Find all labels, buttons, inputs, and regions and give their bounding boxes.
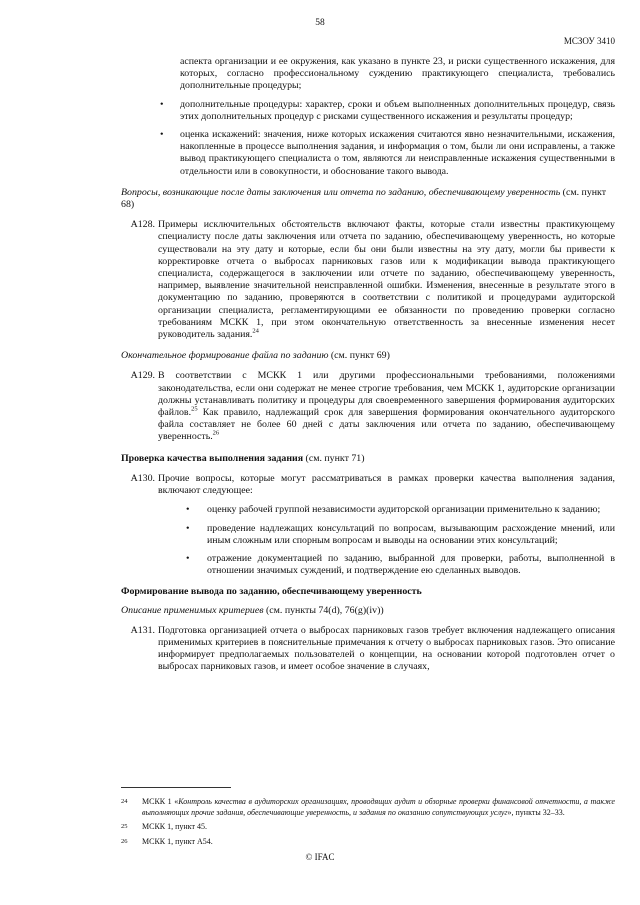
- footnote-text: МСКК 1, пункт A54.: [142, 836, 213, 846]
- section-heading: [121, 350, 615, 362]
- section-heading-ref: (см. пункт 68): [121, 186, 607, 211]
- section-heading-ref: (см. пункт 71): [305, 452, 365, 464]
- paragraph-label: A128.: [130, 219, 155, 231]
- footnote: [121, 822, 615, 833]
- paragraph-text: Прочие вопросы, которые могут рассматриваться в рамках проверки качества выполнения задания, включают следующее:: [158, 472, 615, 497]
- subsection-heading: [121, 605, 615, 617]
- footnote-text: МСКК 1 «: [142, 797, 179, 806]
- section-heading-title: Проверка качества выполнения задания: [121, 452, 304, 464]
- page-number: 58: [315, 18, 325, 28]
- bullet-text: дополнительные процедуры: характер, сроки и объем выполненных дополнительных процедур, связь этих дополнительных процедур с рисками существенного искажения и результаты процедур;: [180, 98, 615, 122]
- bullet-icon: •: [186, 552, 190, 564]
- paragraph-label: A129.: [130, 370, 155, 382]
- bullet-text: отражение документацией по заданию, выбранной для проверки, работы, выполненной в отношении значимых суждений, и подтверждение ею сделанных выводов.: [207, 552, 615, 577]
- paragraph-a129: [121, 370, 615, 443]
- paragraph-text: Как правило, надлежащий срок для завершения формирования окончательного аудиторского файла составляет не более 60 дней с даты заключения или отчета по заданию, обеспечивающему уверенность.: [158, 407, 615, 443]
- bullet-icon: •: [160, 98, 164, 110]
- subsection-heading-ref: (см. пункты 74(d), 76(g)(iv)): [265, 604, 384, 616]
- paragraph-label: A131.: [130, 624, 155, 636]
- footnote: [121, 797, 615, 818]
- section-heading: [121, 187, 615, 211]
- footnote-number: 24: [121, 798, 128, 805]
- bullet-item: [186, 504, 615, 516]
- bullet-icon: •: [186, 522, 190, 534]
- section-heading: [121, 453, 615, 465]
- footnote-text: », пункты 32–33.: [507, 807, 565, 817]
- footnotes: [121, 797, 615, 851]
- bullet-text: оценка искажений: значения, ниже которых искажения считаются явно незначительными, искажения, накопленные в процессе выполнения задания, и информация о том, были ли они исправлены, а также вывод практикующего специалиста о том, являются ли неисправленные искажения существенными в отдельности или в совокупности, и обоснование такого вывода.: [180, 129, 615, 177]
- paragraph-a131: [121, 625, 615, 674]
- main-content: [121, 56, 615, 681]
- subsection-heading-title: Описание применимых критериев: [121, 604, 264, 616]
- paragraph-text: В соответствии с МСКК 1 или другими профессиональными требованиями, положениями законодательства, если они содержат не менее строгие требования, чем МСКК 1, аудиторские организации должны устанавливать политику и процедуры для своевременного завершения формирования аудиторских файлов.: [158, 370, 615, 419]
- footnote-number: 25: [121, 823, 128, 830]
- footnote-number: 26: [121, 837, 128, 845]
- copyright-footer: © IFAC: [305, 852, 335, 862]
- bullet-item: [160, 98, 615, 123]
- bullet-icon: •: [160, 129, 164, 141]
- section-heading: Формирование вывода по заданию, обеспечивающему уверенность: [121, 586, 422, 598]
- bullet-text: проведение надлежащих консультаций по вопросам, вызывающим расхождение мнений, или иным сложным или спорным вопросам и выводы на основании этих консультаций;: [207, 522, 615, 546]
- footnote-text: МСКК 1, пункт 45.: [142, 822, 207, 831]
- footnote-title: Контроль качества в аудиторских организациях, проводящих аудит и обзорные проверки финансовой отчетности, а также выполняющих прочие задания, обеспечивающие уверенность, и задания по оказанию сопутствующих услуг: [142, 797, 615, 817]
- paragraph-a128: [121, 219, 615, 341]
- footnote-ref: 25: [191, 405, 198, 413]
- footnote-divider: [121, 787, 231, 788]
- bullet-text: оценку рабочей группой независимости аудиторской организации применительно к заданию;: [207, 504, 601, 516]
- paragraph-text: Примеры исключительных обстоятельств включают факты, которые стали известны практикующему специалисту после даты заключения или отчета по заданию, обеспечивающему уверенность, но которые существовали на эту дату и которые, если бы они были известны на эту дату, могли бы привести к корректировке отчета о выбросах парниковых газов или к модификации вывода практикующего специалиста, содержащегося в заключении или отчете по заданию, обеспечивающему уверенность, например, выявление значительной неисправленной ошибки. Изменения, внесенные в результате этого в документацию по заданию, проверяются в соответствии с политикой и процедурами аудиторской организации специалиста, регламентирующими ее обязанности по проведению проверки согласно требованиям МСКК 1, при этом окончательную ответственность за внесенные изменения несет руководитель задания.: [158, 219, 615, 341]
- footnote-ref: 26: [212, 430, 220, 438]
- bullet-item: [186, 522, 615, 547]
- bullet-item: [160, 129, 615, 178]
- bullet-item: [186, 552, 615, 577]
- section-heading-title: Вопросы, возникающие после даты заключения или отчета по заданию, обеспечивающему уверенность: [121, 186, 561, 198]
- footnote: [121, 837, 615, 848]
- a130-bullet-list: [121, 504, 615, 577]
- paragraph-label: A130.: [130, 472, 155, 484]
- continued-bullet-text: аспекта организации и ее окружения, как указано в пункте 23, и риски существенного искажения, для которых, согласно профессиональному суждению практикующего специалиста, требовались дополнительные процедуры;: [180, 56, 615, 92]
- section-heading-title: Окончательное формирование файла по заданию: [121, 350, 329, 362]
- footnote-ref: 24: [252, 327, 259, 335]
- paragraph-a130: [121, 473, 615, 497]
- paragraph-text: Подготовка организацией отчета о выбросах парниковых газов требует включения надлежащего описания применимых критериев в пояснительные примечания к отчету о выбросах парниковых газов. Это описание информирует предполагаемых пользователей о концепции, на основании которой подготовлен отчет о выбросах парниковых газов, и имеет особое значение в случаях,: [158, 624, 615, 673]
- bullet-icon: •: [186, 504, 190, 516]
- document-code: МСЗОУ 3410: [563, 36, 615, 46]
- section-heading-ref: (см. пункт 69): [330, 350, 390, 362]
